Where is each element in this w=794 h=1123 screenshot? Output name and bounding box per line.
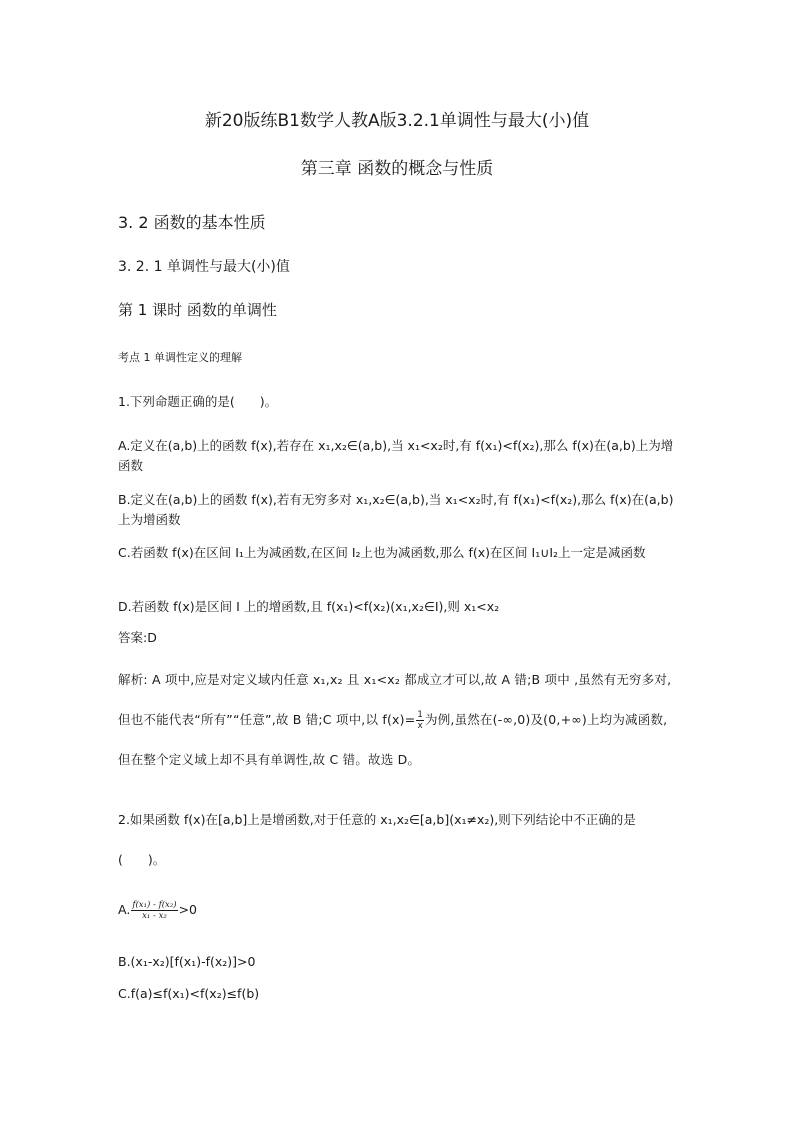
subsection-heading: 3. 2. 1 单调性与最大(小)值 bbox=[118, 259, 290, 275]
question-2-stem: 2.如果函数 f(x)在[a,b]上是增函数,对于任意的 x₁,x₂∈[a,b](x₁≠x₂),则下列结论中不正确的是( )。 bbox=[118, 812, 636, 867]
question-1-analysis bbox=[118, 660, 678, 780]
question-1-option-d: D.若函数 f(x)是区间 I 上的增函数,且 f(x₁)<f(x₂)(x₁,x₂∈I),则 x₁<x₂ bbox=[118, 599, 500, 614]
section-heading: 3. 2 函数的基本性质 bbox=[118, 213, 266, 232]
option-a-inequality: >0 bbox=[178, 902, 197, 917]
fraction-denominator: x bbox=[417, 721, 423, 731]
question-1-option-c: C.若函数 f(x)在区间 I₁上为减函数,在区间 I₂上也为减函数,那么 f(x)在区间 I₁∪I₂上一定是减函数 bbox=[118, 545, 646, 560]
fraction-numerator: f(x₁) - f(x₂) bbox=[132, 900, 177, 910]
question-1-option-b: B.定义在(a,b)上的函数 f(x),若有无穷多对 x₁,x₂∈(a,b),当 x₁<x₂时,有 f(x₁)<f(x₂),那么 f(x)在(a,b)上为增函数 bbox=[118, 492, 674, 527]
lesson-heading: 第 1 课时 函数的单调性 bbox=[118, 301, 277, 319]
fraction-difference-quotient bbox=[131, 900, 177, 921]
question-1-stem: 1.下列命题正确的是( )。 bbox=[118, 394, 278, 409]
question-1-answer: 答案:D bbox=[118, 630, 157, 645]
analysis-text-part-1: 解析: A 项中,应是对定义域内任意 x₁,x₂ 且 x₁<x₂ 都成立才可以,故 A 错;B 项中 ,虽然有无穷多对,但也不能代表“所有”“任意”,故 B 错;C 项中,以 f(x)= bbox=[118, 672, 672, 727]
question-2-option-b: B.(x₁-x₂)[f(x₁)-f(x₂)]>0 bbox=[118, 954, 256, 969]
option-a-label: A. bbox=[118, 902, 131, 917]
analysis-text-part-2: 为例,虽然在(-∞,0)及(0,+∞)上均为减函数,但在整个定义域上却不具有单调性,故 C 错。故选 D。 bbox=[118, 712, 668, 767]
question-2-option-a bbox=[118, 900, 678, 921]
fraction-denominator: x₁ - x₂ bbox=[142, 911, 167, 921]
document-title: 新20版练B1数学人教A版3.2.1单调性与最大(小)值 bbox=[204, 111, 590, 131]
fraction-one-over-x bbox=[416, 710, 424, 731]
chapter-title: 第三章 函数的概念与性质 bbox=[300, 159, 494, 179]
question-1-option-a: A.定义在(a,b)上的函数 f(x),若存在 x₁,x₂∈(a,b),当 x₁<x₂时,有 f(x₁)<f(x₂),那么 f(x)在(a,b)上为增函数 bbox=[118, 438, 674, 473]
fraction-numerator: 1 bbox=[417, 710, 423, 720]
question-2-option-c: C.f(a)≤f(x₁)<f(x₂)≤f(b) bbox=[118, 986, 260, 1001]
exam-point-heading: 考点 1 单调性定义的理解 bbox=[118, 351, 242, 364]
